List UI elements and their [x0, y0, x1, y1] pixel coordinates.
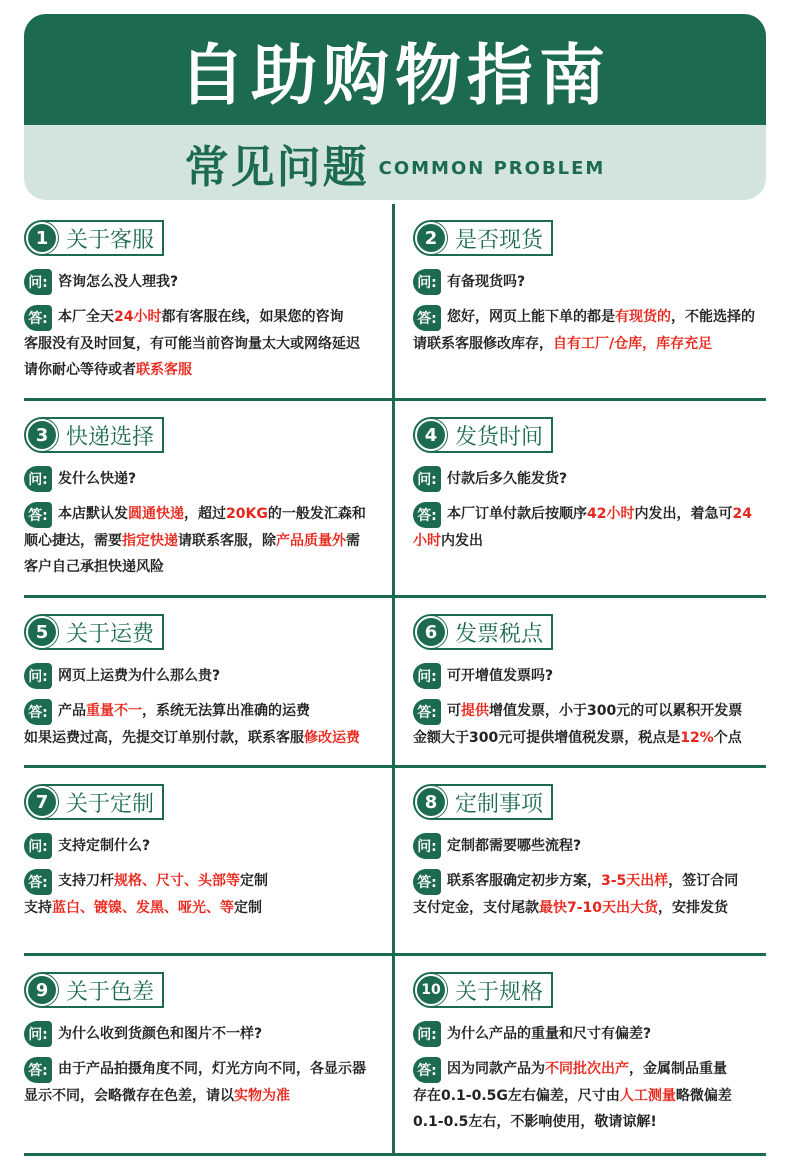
answer-text — [58, 501, 382, 527]
question-badge: 问: — [24, 269, 52, 295]
answer-text — [58, 304, 382, 330]
topic-tag — [413, 972, 553, 1008]
answer-highlight: 人工测量 — [619, 1088, 676, 1104]
question — [413, 662, 766, 690]
faq-card-courier — [24, 401, 395, 595]
answer-segment: ，金属制品重量 — [629, 1061, 727, 1077]
answer-segment: 个点 — [713, 730, 742, 746]
topic-tag — [24, 784, 164, 820]
question-badge: 问: — [24, 1021, 52, 1047]
answer-badge: 答: — [24, 305, 52, 331]
topic-label: 关于定制 — [66, 791, 155, 817]
faq-card-in-stock — [395, 204, 766, 398]
topic-label: 关于色差 — [66, 979, 155, 1005]
answer-line — [24, 357, 382, 383]
question-text: 有备现货吗? — [447, 274, 526, 290]
faq-row — [24, 956, 766, 1156]
answer-highlight: 修改运费 — [304, 730, 360, 746]
question-badge: 问: — [413, 663, 441, 689]
question-badge: 问: — [413, 1021, 441, 1047]
answer — [413, 501, 766, 528]
question-text: 发什么快递? — [58, 471, 137, 487]
answer-badge: 答: — [413, 502, 441, 528]
answer-segment: 请联系客服修改库存， — [413, 336, 553, 352]
question-badge: 问: — [24, 466, 52, 492]
number-badge-icon: 10 — [415, 974, 447, 1006]
answer-segment: 支付定金，支付尾款 — [413, 900, 539, 916]
answer-line — [413, 725, 766, 751]
topic-label: 发票税点 — [455, 621, 544, 647]
answer-segment: ，系统无法算出准确的运费 — [142, 703, 310, 719]
answer-segment: 顺心捷达，需要 — [24, 533, 122, 549]
question-text: 为什么收到货颜色和图片不一样? — [58, 1026, 263, 1042]
page-title: 自助购物指南 — [179, 37, 611, 114]
number-badge-icon: 8 — [415, 786, 447, 818]
faq-card-shipping-time — [395, 401, 766, 595]
answer-text — [447, 1056, 766, 1082]
answer-highlight: 重量不一 — [86, 703, 142, 719]
answer-highlight: 小时 — [413, 533, 441, 549]
answer-segment: ，不能选择的 — [671, 309, 755, 325]
question — [24, 268, 382, 296]
answer-line — [24, 895, 382, 921]
question — [413, 832, 766, 860]
answer-segment: 增值发票，小于300元的可以累积开发票 — [489, 703, 743, 719]
answer-segment: 如果运费过高，先提交订单别付款，联系客服 — [24, 730, 304, 746]
answer-segment: 请联系客服，除 — [178, 533, 276, 549]
answer-badge: 答: — [413, 305, 441, 331]
answer-segment: ，安排发货 — [658, 900, 729, 916]
number-badge-icon: 3 — [26, 419, 58, 451]
answer-line — [24, 554, 382, 580]
answer — [24, 868, 382, 895]
answer-text — [58, 698, 382, 724]
answer-highlight: 实物为准 — [234, 1088, 290, 1104]
answer-line — [413, 528, 766, 554]
topic-label: 定制事项 — [455, 791, 544, 817]
answer-text — [58, 1056, 382, 1082]
topic-tag — [24, 614, 164, 650]
header-banner — [24, 14, 766, 200]
topic-tag — [24, 417, 164, 453]
answer-segment: 略微偏差 — [675, 1088, 732, 1104]
answer — [413, 868, 766, 895]
question-text: 支持定制什么? — [58, 838, 151, 854]
answer-segment: 本厂订单付款后按顺序 — [447, 506, 587, 522]
answer-segment: 本厂全天 — [58, 309, 114, 325]
question-text: 为什么产品的重量和尺寸有偏差? — [447, 1026, 652, 1042]
answer-text — [447, 304, 766, 330]
question — [413, 465, 766, 493]
question — [24, 1020, 382, 1048]
faq-card-specifications — [395, 956, 766, 1153]
answer-segment: 支持 — [24, 900, 52, 916]
answer-highlight: 最快7-10天出大货 — [539, 900, 659, 916]
question-text: 定制都需要哪些流程? — [447, 838, 582, 854]
answer — [24, 1056, 382, 1083]
answer — [24, 698, 382, 725]
answer-highlight: 提供 — [461, 703, 489, 719]
answer-segment: 的一般发汇森和 — [267, 506, 366, 522]
answer-text — [447, 501, 766, 527]
question — [413, 1020, 766, 1048]
answer-segment: 客户自己承担快递风险 — [24, 559, 164, 575]
answer-segment: 0.1-0.5左右，不影响使用，敬请谅解! — [413, 1114, 657, 1130]
question — [24, 662, 382, 690]
question-text: 网页上运费为什么那么贵? — [58, 668, 221, 684]
answer-badge: 答: — [413, 699, 441, 725]
question — [24, 832, 382, 860]
number-badge-icon: 7 — [26, 786, 58, 818]
answer-segment: 内发出，着急可 — [634, 506, 733, 522]
topic-tag — [413, 417, 553, 453]
topic-tag — [413, 784, 553, 820]
answer-text — [447, 698, 766, 724]
topic-tag — [413, 614, 553, 650]
answer-line — [24, 1083, 382, 1109]
number-badge-icon: 6 — [415, 616, 447, 648]
answer-segment: ，签订合同 — [668, 873, 739, 889]
answer-segment: 定制 — [240, 873, 268, 889]
answer-line — [413, 1083, 766, 1109]
question — [413, 268, 766, 296]
answer-highlight: 有现货的 — [615, 309, 671, 325]
answer-text — [447, 868, 766, 894]
answer-line — [24, 725, 382, 751]
answer-segment: 都有客服在线，如果您的咨询 — [161, 309, 344, 325]
answer-segment: 客服没有及时回复，有可能当前咨询量太大或网络延迟 — [24, 336, 360, 352]
answer-highlight: 指定快递 — [122, 533, 178, 549]
answer-segment: 由于产品拍摄角度不同，灯光方向不同，各显示器 — [58, 1061, 366, 1077]
answer-highlight: 联系客服 — [136, 362, 192, 378]
answer-segment: 因为同款产品为 — [447, 1061, 545, 1077]
topic-label: 关于运费 — [66, 621, 155, 647]
answer-badge: 答: — [413, 869, 441, 895]
question — [24, 465, 382, 493]
answer — [24, 304, 382, 331]
faq-row — [24, 768, 766, 956]
answer-segment: 联系客服确定初步方案， — [447, 873, 601, 889]
answer-segment: ，超过 — [184, 506, 226, 522]
faq-card-custom-process — [395, 768, 766, 953]
question-badge: 问: — [24, 663, 52, 689]
answer-highlight: 圆通快递 — [128, 506, 184, 522]
faq-row — [24, 204, 766, 401]
answer — [24, 501, 382, 528]
answer-text — [58, 868, 382, 894]
faq-grid — [24, 204, 766, 1156]
answer — [413, 698, 766, 725]
section-title-en: COMMON PROBLEM — [378, 158, 606, 179]
question-badge: 问: — [413, 466, 441, 492]
faq-row — [24, 401, 766, 598]
question-badge: 问: — [413, 833, 441, 859]
answer-segment: 产品 — [58, 703, 86, 719]
section-title: 常见问题 — [184, 141, 369, 193]
topic-label: 是否现货 — [455, 227, 544, 253]
answer-highlight: 规格、尺寸、头部等 — [114, 873, 240, 889]
answer-segment: 可 — [447, 703, 461, 719]
answer-line — [24, 331, 382, 357]
answer — [413, 304, 766, 331]
question-text: 咨询怎么没人理我? — [58, 274, 179, 290]
answer — [413, 1056, 766, 1083]
answer-segment: 显示不同，会略微存在色差，请以 — [24, 1088, 234, 1104]
answer-highlight: 24 — [732, 506, 752, 522]
topic-tag — [24, 972, 164, 1008]
header-title-bar — [24, 14, 766, 125]
answer-badge: 答: — [24, 699, 52, 725]
answer-line — [413, 331, 766, 357]
answer-highlight: 不同批次出产 — [545, 1061, 629, 1077]
number-badge-icon: 2 — [415, 222, 447, 254]
answer-highlight: 12% — [680, 730, 714, 746]
header-subtitle-bar — [24, 125, 766, 200]
number-badge-icon: 4 — [415, 419, 447, 451]
answer-badge: 答: — [24, 502, 52, 528]
answer-segment: 存在0.1-0.5G左右偏差，尺寸由 — [413, 1088, 620, 1104]
answer-highlight: 产品质量外 — [276, 533, 346, 549]
topic-label: 关于规格 — [455, 979, 544, 1005]
answer-badge: 答: — [24, 869, 52, 895]
answer-segment: 请你耐心等待或者 — [24, 362, 136, 378]
topic-tag — [24, 220, 164, 256]
answer-line — [413, 895, 766, 921]
topic-label: 关于客服 — [66, 227, 155, 253]
answer-segment: 金额大于300元可提供增值税发票，税点是 — [413, 730, 681, 746]
answer-line — [24, 528, 382, 554]
faq-card-customer-service — [24, 204, 395, 398]
question-text: 付款后多久能发货? — [447, 471, 568, 487]
number-badge-icon: 5 — [26, 616, 58, 648]
question-badge: 问: — [413, 269, 441, 295]
faq-card-color-difference — [24, 956, 395, 1153]
answer-segment: 内发出 — [441, 533, 483, 549]
answer-segment: 需 — [346, 533, 360, 549]
topic-label: 发货时间 — [455, 424, 544, 450]
number-badge-icon: 9 — [26, 974, 58, 1006]
answer-segment: 本店默认发 — [58, 506, 128, 522]
answer-highlight: 3-5天出样 — [601, 873, 669, 889]
answer-highlight: 42小时 — [587, 506, 635, 522]
answer-badge: 答: — [413, 1057, 441, 1083]
answer-highlight: 20KG — [226, 506, 268, 522]
topic-label: 快递选择 — [66, 424, 155, 450]
answer-segment: 您好，网页上能下单的都是 — [447, 309, 615, 325]
answer-badge: 答: — [24, 1057, 52, 1083]
faq-card-shipping-fee — [24, 598, 395, 765]
answer-line — [413, 1109, 766, 1135]
faq-row — [24, 598, 766, 768]
topic-tag — [413, 220, 553, 256]
number-badge-icon: 1 — [26, 222, 58, 254]
question-badge: 问: — [24, 833, 52, 859]
faq-card-customization — [24, 768, 395, 953]
answer-highlight: 蓝白、镀镍、发黑、哑光、等 — [52, 900, 234, 916]
question-text: 可开增值发票吗? — [447, 668, 554, 684]
answer-highlight: 24小时 — [114, 309, 162, 325]
answer-highlight: 自有工厂/仓库，库存充足 — [553, 336, 713, 352]
answer-segment: 定制 — [234, 900, 262, 916]
answer-segment: 支持刀杆 — [58, 873, 114, 889]
faq-card-invoice — [395, 598, 766, 765]
